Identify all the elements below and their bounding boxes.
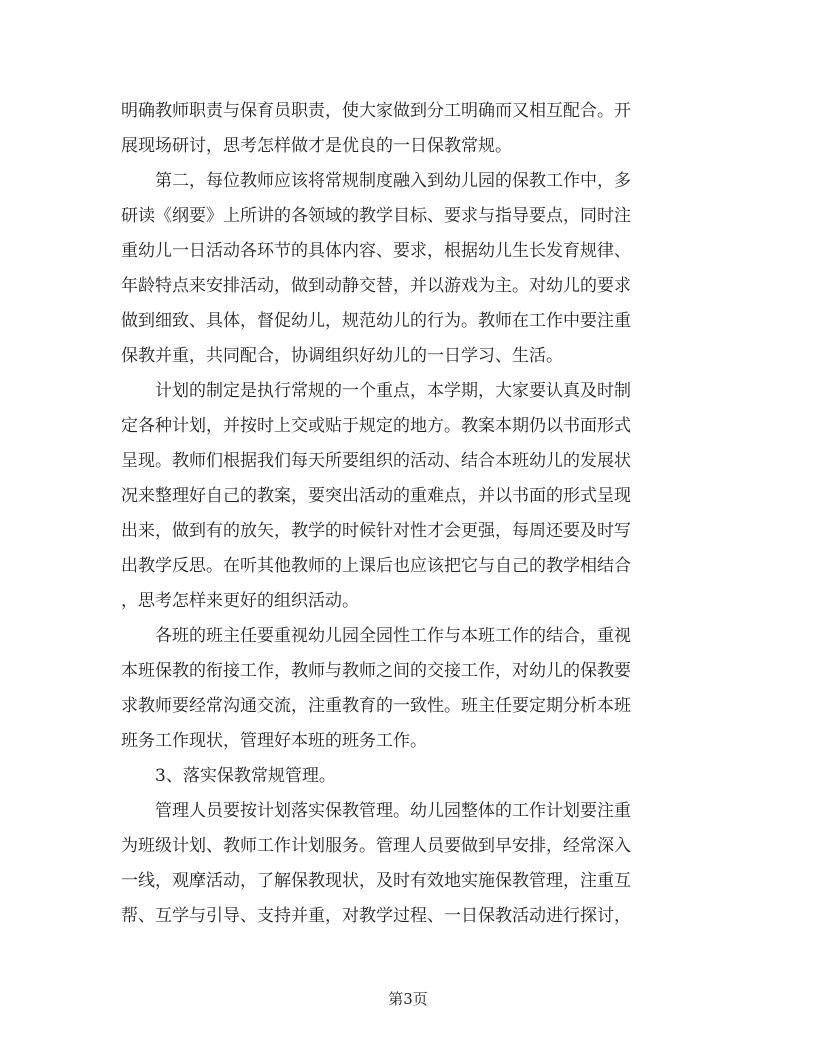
text-line: 班务工作现状，管理好本班的班务工作。 [121,731,427,751]
text-line: 求教师要经常沟通交流，注重教育的一致性。班主任要定期分析本班 [121,696,631,716]
text-line: 明确教师职责与保育员职责，使大家做到分工明确而又相互配合。开 [121,101,631,121]
text-line: 出来，做到有的放矢，教学的时候针对性才会更强，每周还要及时写 [121,521,631,541]
text-line: 做到细致、具体，督促幼儿，规范幼儿的行为。教师在工作中要注重 [121,311,631,331]
text-line: 出教学反思。在听其他教师的上课后也应该把它与自己的教学相结合 [121,556,631,576]
text-line: 保教并重，共同配合，协调组织好幼儿的一日学习、生活。 [121,346,563,366]
text-line: 定各种计划，并按时上交或贴于规定的地方。教案本期仍以书面形式 [121,416,631,436]
text-line: 帮、互学与引导、支持并重，对教学过程、一日保教活动进行探讨， [121,906,631,926]
body-text [121,94,695,934]
text-line: 呈现。教师们根据我们每天所要组织的活动、结合本班幼儿的发展状 [121,451,631,471]
text-line: 研读《纲要》上所讲的各领域的教学目标、要求与指导要点，同时注 [121,206,631,226]
text-line: 管理人员要按计划落实保教管理。幼儿园整体的工作计划要注重 [155,801,631,821]
text-line: 第二，每位教师应该将常规制度融入到幼儿园的保教工作中，多 [155,171,631,191]
text-line: 计划的制定是执行常规的一个重点，本学期，大家要认真及时制 [155,381,631,401]
text-line: 本班保教的衔接工作，教师与教师之间的交接工作，对幼儿的保教要 [121,661,631,681]
text-line: 况来整理好自己的教案，要突出活动的重难点，并以书面的形式呈现 [121,486,631,506]
text-line: 重幼儿一日活动各环节的具体内容、要求，根据幼儿生长发育规律、 [121,241,631,261]
text-line: 年龄特点来安排活动，做到动静交替，并以游戏为主。对幼儿的要求 [121,276,631,296]
text-line: 为班级计划、教师工作计划服务。管理人员要做到早安排，经常深入 [121,836,631,856]
text-line: 各班的班主任要重视幼儿园全园性工作与本班工作的结合，重视 [155,626,631,646]
section-heading: 3、落实保教常规管理。 [155,766,336,786]
page-number: 第3页 [388,990,428,1008]
text-line: 一线，观摩活动，了解保教现状，及时有效地实施保教管理，注重互 [121,871,631,891]
text-line: ，思考怎样来更好的组织活动。 [121,591,359,611]
text-line: 展现场研讨，思考怎样做才是优良的一日保教常规。 [121,136,512,156]
